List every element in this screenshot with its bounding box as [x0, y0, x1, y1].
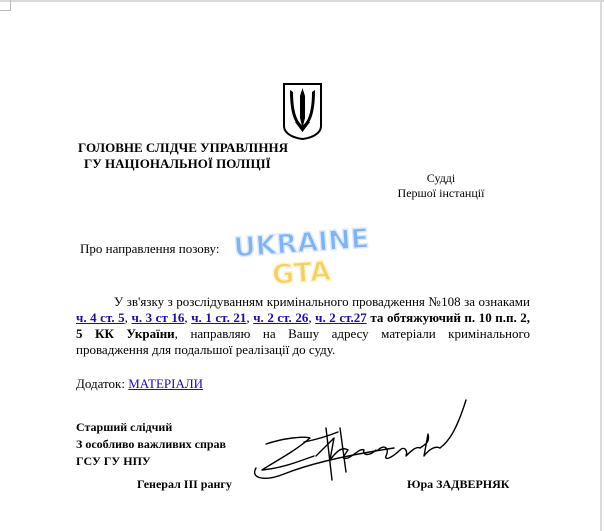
law-link-3[interactable]: ч. 1 ст. 21: [191, 310, 247, 325]
body-paragraph: [76, 294, 530, 358]
watermark-text-bottom: GTA: [270, 256, 332, 292]
org-line-1: ГОЛОВНЕ СЛІДЧЕ УПРАВЛІННЯ: [78, 140, 288, 155]
attachment-line: [76, 376, 203, 392]
subject-line: Про направлення позову:: [80, 241, 220, 256]
attachment-label: Додаток:: [76, 376, 125, 391]
law-link-2[interactable]: ч. 3 ст 16: [131, 310, 185, 325]
body-intro: У зв'язку з розслідуванням кримінального провадження №108 за ознаками: [114, 294, 530, 309]
addressee-line-1: Судді: [426, 171, 456, 185]
signer-title-2: З особливо важливих справ: [76, 437, 227, 451]
body-bold-clause: та обтяжуючий п. 10 п.п. 2, 5 КК України: [76, 310, 531, 341]
law-link-1[interactable]: ч. 4 ст. 5: [76, 310, 125, 325]
org-line-2: ГУ НАЦІОНАЛЬНОЇ ПОЛІЦІЇ: [84, 156, 271, 171]
signer-rank: Генерал III рангу: [137, 477, 232, 491]
signer-title-3: ГСУ ГУ НПУ: [76, 454, 151, 468]
handwritten-signature-icon: [244, 398, 470, 494]
letter-body: [76, 294, 530, 358]
link-separator: ,: [184, 310, 188, 325]
watermark-text-top: UKRAINE: [232, 223, 371, 264]
attachment-link[interactable]: МАТЕРІАЛИ: [128, 376, 204, 391]
body-tail: , направляю на Вашу адресу матеріали кримінального провадження для подальшої реалізації до суду.: [76, 326, 530, 357]
ukraine-gta-watermark-logo: [230, 222, 375, 294]
law-link-4[interactable]: ч. 2 ст. 26: [253, 310, 309, 325]
trident-emblem-icon: [281, 82, 324, 140]
law-link-5[interactable]: ч. 2 ст.27: [315, 310, 367, 325]
addressee-line-2: Першої інстанції: [397, 186, 485, 200]
page-top-border: [0, 0, 604, 2]
addressee-block: [396, 171, 486, 201]
link-separator: ,: [246, 310, 250, 325]
signer-block: [76, 419, 226, 470]
page-corner-mark: [0, 0, 11, 11]
signer-name: Юра ЗАДВЕРНЯК: [407, 477, 510, 491]
link-separator: ,: [124, 310, 128, 325]
signer-title-1: Старший слідчий: [76, 420, 173, 434]
issuing-organization: [78, 140, 288, 172]
link-separator: ,: [308, 310, 312, 325]
